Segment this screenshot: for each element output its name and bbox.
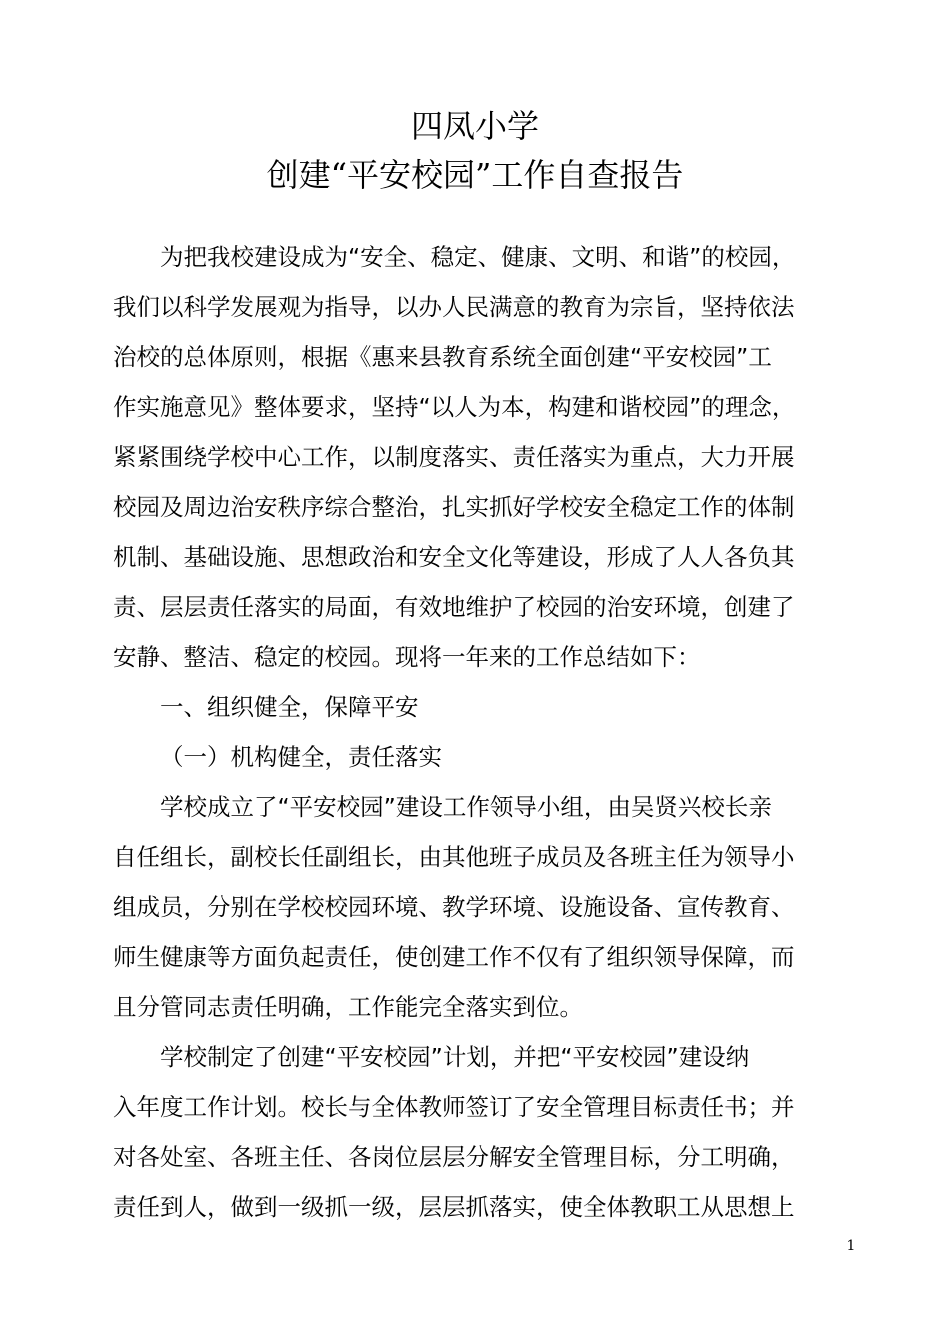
- text-line: 组成员，分别在学校校园环境、教学环境、设施设备、宣传教育、: [113, 893, 795, 921]
- text-line: 为把我校建设成为“安全、稳定、健康、文明、和谐”的校园，: [160, 243, 796, 271]
- subsection-heading-1: [113, 732, 859, 782]
- section-heading-1: [113, 682, 859, 732]
- heading-line: 一、组织健全，保障平安: [160, 693, 419, 721]
- text-line: 入年度工作计划。校长与全体教师签订了安全管理目标责任书；并: [113, 1093, 795, 1121]
- text-line: 学校成立了“平安校园”建设工作领导小组，由吴贤兴校长亲: [160, 793, 772, 821]
- text-line: 作实施意见》整体要求，坚持“以人为本，构建和谐校园”的理念，: [113, 393, 796, 421]
- text-line: 安静、整洁、稳定的校园。现将一年来的工作总结如下：: [113, 643, 701, 671]
- page-number: 1: [846, 1238, 856, 1254]
- text-line: 对各处室、各班主任、各岗位层层分解安全管理目标，分工明确，: [113, 1143, 795, 1171]
- heading-line: （一）机构健全，责任落实: [160, 743, 442, 771]
- paragraph-intro: [113, 232, 859, 682]
- text-line: 师生健康等方面负起责任，使创建工作不仅有了组织领导保障，而: [113, 943, 795, 971]
- document-subtitle: 创建“平安校园”工作自查报告: [266, 156, 684, 194]
- paragraph-plan: [113, 1032, 859, 1232]
- text-line: 自任组长，副校长任副组长，由其他班子成员及各班主任为领导小: [113, 843, 795, 871]
- text-line: 学校制定了创建“平安校园”计划，并把“平安校园”建设纳: [160, 1043, 750, 1071]
- text-line: 责任到人，做到一级抓一级，层层抓落实，使全体教职工从思想上: [113, 1193, 795, 1221]
- text-line: 且分管同志责任明确，工作能完全落实到位。: [113, 993, 583, 1021]
- paragraph-organization: [113, 782, 859, 1032]
- text-line: 紧紧围绕学校中心工作，以制度落实、责任落实为重点，大力开展: [113, 443, 795, 471]
- text-line: 责、层层责任落实的局面，有效地维护了校园的治安环境，创建了: [113, 593, 795, 621]
- text-line: 我们以科学发展观为指导，以办人民满意的教育为宗旨，坚持依法: [113, 293, 795, 321]
- text-line: 校园及周边治安秩序综合整治，扎实抓好学校安全稳定工作的体制: [113, 493, 795, 521]
- document-title: 四凤小学: [410, 107, 539, 145]
- text-line: 治校的总体原则，根据《惠来县教育系统全面创建“平安校园”工: [113, 343, 772, 371]
- document-body: [113, 232, 859, 1232]
- text-line: 机制、基础设施、思想政治和安全文化等建设，形成了人人各负其: [113, 543, 795, 571]
